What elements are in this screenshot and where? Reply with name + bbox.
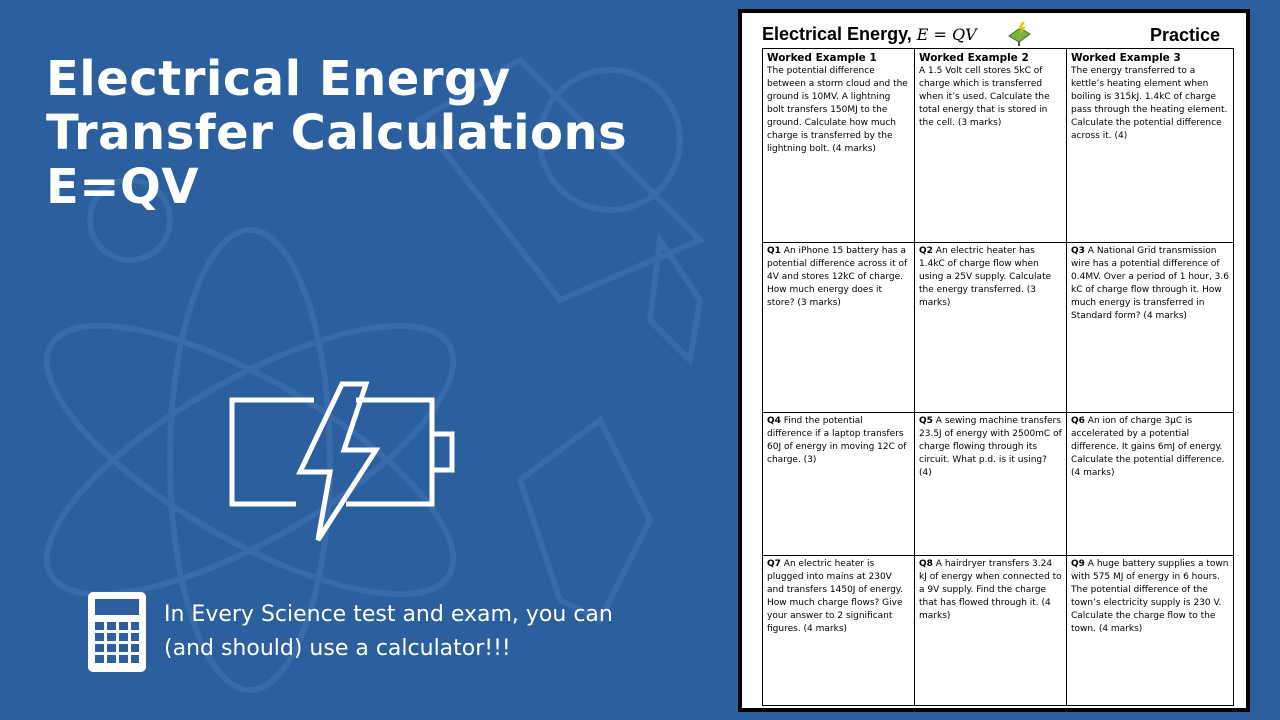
- question-text: An electric heater is plugged into mains at 230V and transfers 1450J of energy. How much charge flows? Give your answer to 2 significant figures. (4 marks): [767, 559, 903, 634]
- question-text: A sewing machine transfers 23.5J of energy with 2500mC of charge flowing through its circuit. What p.d. is it using? (4): [919, 416, 1062, 478]
- worked-example-3-cell: [1067, 49, 1233, 243]
- question-text: An electric heater has 1.4kC of charge flow when using a 25V supply. Calculate the energy transferred. (3 marks): [919, 246, 1052, 308]
- worked-example-2-cell: [915, 49, 1067, 243]
- question-text: A huge battery supplies a town with 575 MJ of energy in 6 hours. The potential difference of the town’s electricity supply is 230 V. Calculate the charge flow to the town. (4 marks): [1071, 559, 1229, 634]
- calculator-icon: [88, 592, 146, 672]
- worked-example-1-cell: [763, 49, 915, 243]
- question-number: Q6: [1071, 416, 1085, 426]
- question-number: Q7: [767, 559, 781, 569]
- question-2-cell: [915, 243, 1067, 413]
- question-1-cell: [763, 243, 915, 413]
- question-7-cell: [763, 556, 915, 705]
- question-4-cell: [763, 413, 915, 556]
- slide-title: [46, 52, 706, 214]
- battery-charging-icon: [226, 380, 458, 544]
- solar-panel-icon: [1006, 22, 1032, 46]
- calculator-tip: In Every Science test and exam, you can (and should) use a calculator!!!: [164, 602, 613, 661]
- worksheet-formula: E = QV: [916, 25, 977, 44]
- question-text: A hairdryer transfers 3.24 kJ of energy when connected to a 9V supply. Find the charge that has flowed through it. (4 marks): [919, 559, 1062, 621]
- cell-label: Worked Example 1: [767, 52, 877, 64]
- worksheet-header: [742, 13, 1246, 45]
- cell-text: The energy transferred to a kettle’s heating element when boiling is 315kJ. 1.4kC of charge pass through the heating element. Calculate the potential difference across it. (4): [1071, 66, 1228, 141]
- question-grid: [762, 48, 1234, 706]
- question-number: Q8: [919, 559, 933, 569]
- cell-text: The potential difference between a storm cloud and the ground is 10MV. A lightning bolt transfers 150MJ to the ground. Calculate how much charge is transferred by the lightning bolt. (4 marks): [767, 66, 908, 154]
- title-line-2: Transfer Calculations: [46, 105, 628, 161]
- question-number: Q9: [1071, 559, 1085, 569]
- worksheet-title-text: Electrical Energy,: [762, 24, 912, 44]
- question-number: Q1: [767, 246, 781, 256]
- title-line-1: Electrical Energy: [46, 51, 511, 107]
- cell-label: Worked Example 3: [1071, 52, 1181, 64]
- question-number: Q5: [919, 416, 933, 426]
- worksheet-preview: [738, 9, 1250, 712]
- worksheet-title: [762, 24, 977, 45]
- cell-text: A 1.5 Volt cell stores 5kC of charge which is transferred when it’s used. Calculate the total energy that is stored in the cell. (3 marks): [919, 66, 1050, 128]
- question-9-cell: [1067, 556, 1233, 705]
- title-line-3: E=QV: [46, 159, 199, 215]
- question-number: Q4: [767, 416, 781, 426]
- question-3-cell: [1067, 243, 1233, 413]
- question-6-cell: [1067, 413, 1233, 556]
- question-number: Q3: [1071, 246, 1085, 256]
- question-text: An iPhone 15 battery has a potential difference across it of 4V and stores 12kC of charge. How much energy does it store? (3 marks): [767, 246, 908, 308]
- question-8-cell: [915, 556, 1067, 705]
- practice-label: Practice: [1149, 25, 1220, 45]
- question-number: Q2: [919, 246, 933, 256]
- cell-label: Worked Example 2: [919, 52, 1029, 64]
- question-text: An ion of charge 3µC is accelerated by a potential difference. It gains 6mJ of energy. Calculate the potential difference. (4 marks): [1071, 416, 1225, 478]
- question-text: A National Grid transmission wire has a potential difference of 0.4MV. Over a period of 1 hour, 3.6 kC of charge flow through it. How much energy is transferred in Standard form? (4 marks): [1071, 246, 1229, 321]
- question-text: Find the potential difference if a laptop transfers 60J of energy in moving 12C of charge. (3): [767, 416, 907, 465]
- question-5-cell: [915, 413, 1067, 556]
